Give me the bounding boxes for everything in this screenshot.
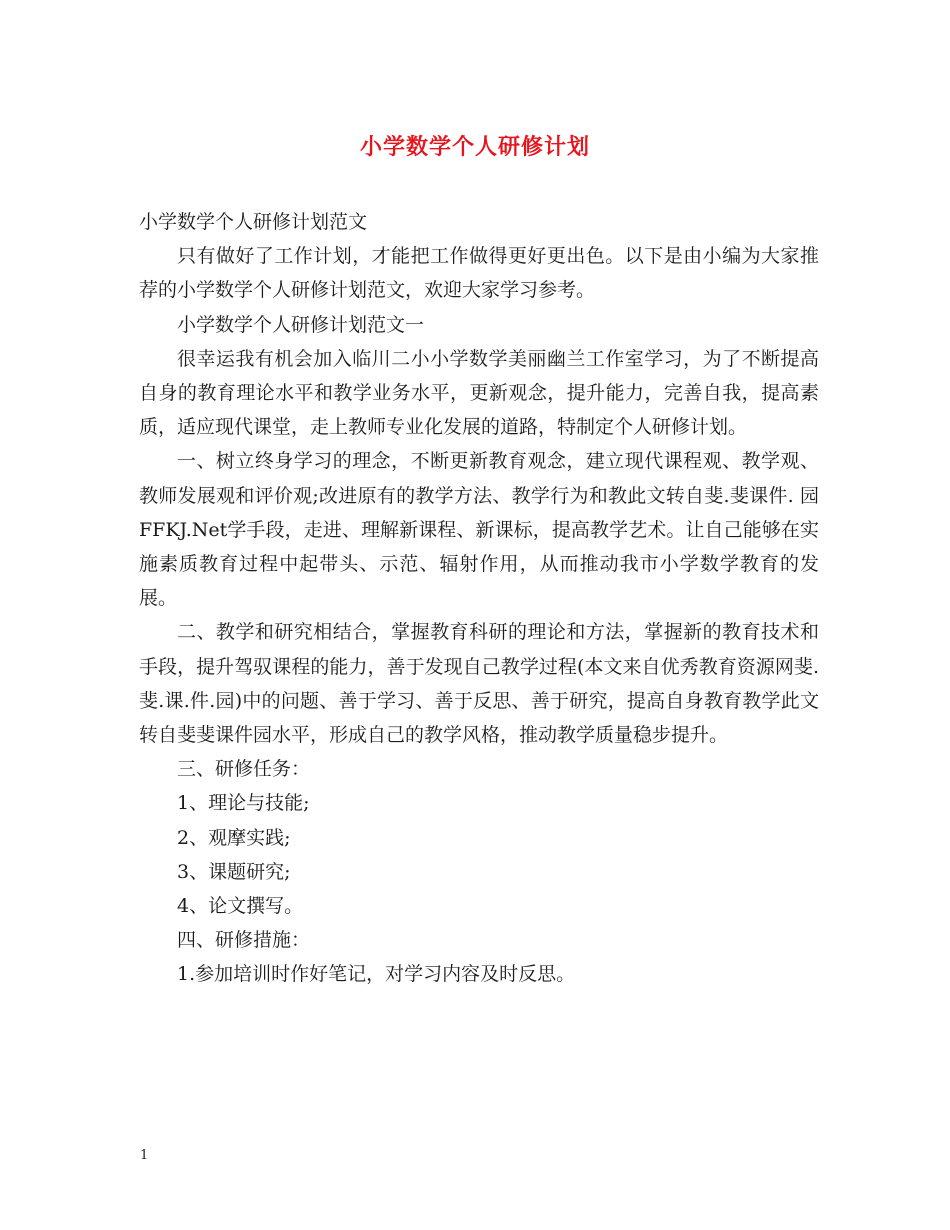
paragraph-subtitle: 小学数学个人研修计划范文 (139, 211, 368, 233)
document-title: 小学数学个人研修计划 (359, 134, 590, 160)
page-number: 1 (140, 1148, 149, 1163)
list-item: 4、论文撰写。 (177, 895, 304, 918)
paragraph-section-three-heading: 三、研修任务： (177, 758, 311, 781)
paragraph-point-one: 一、树立终身学习的理念，不断更新教育观念，建立现代课程观、教学观、教师发展观和评价观;改进原有的教学方法、教学行为和教此文转自斐.斐课件. 园 FFKJ.Net学手段，走进、理解新课程、新课标，提高教学艺术。让自己能够在实施素质教育过程中起带头、示范、辐射作用，从而推动我市小学数学教育的发展。 (139, 450, 819, 610)
paragraph-section-four-heading: 四、研修措施： (177, 929, 311, 952)
list-item: 1.参加培训时作好笔记，对学习内容及时反思。 (177, 963, 576, 986)
paragraph-sample-heading: 小学数学个人研修计划范文一 (177, 313, 425, 336)
list-item: 1、理论与技能; (177, 792, 310, 815)
list-item: 2、观摩实践; (177, 826, 291, 849)
paragraph-intro: 只有做好了工作计划，才能把工作做得更好更出色。以下是由小编为大家推荐的小学数学个人研修计划范文，欢迎大家学习参考。 (139, 245, 819, 302)
paragraph-point-two: 二、教学和研究相结合，掌握教育科研的理论和方法，掌握新的教育技术和手段，提升驾驭课程的能力，善于发现自己教学过程(本文来自优秀教育资源网斐.斐.课.件.园)中的问题、善于学习、善于反思、善于研究，提高自身教育教学此文转自斐斐课件园水平，形成自己的教学风格，推动教学质量稳步提升。 (139, 621, 819, 747)
document-body (139, 205, 819, 992)
paragraph-opening: 很幸运我有机会加入临川二小小学数学美丽幽兰工作室学习，为了不断提高自身的教育理论水平和教学业务水平，更新观念，提升能力，完善自我，提高素质，适应现代课堂，走上教师专业化发展的道路，特制定个人研修计划。 (139, 347, 819, 439)
list-item: 3、课题研究; (177, 860, 291, 883)
